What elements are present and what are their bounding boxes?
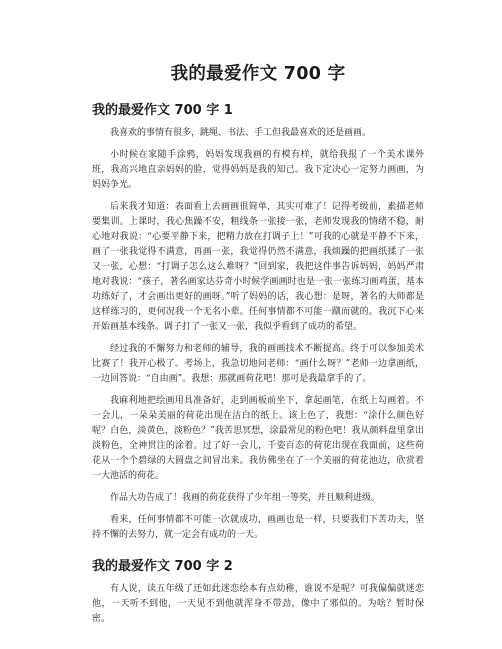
paragraph: 小时候在家随手涂鸦，妈妈发现我画的有模有样，就给我报了一个美术课外班，我高兴地直亲妈妈的脸，觉得妈妈是我的知己。我下定决心一定努力画画，为妈妈争光。 xyxy=(92,150,424,190)
paragraph: 后来我才知道：表面看上去画画很简单，其实可难了！记得考级前，素描老师要集训。上课时，我心焦躁不安，粗线条一张接一张，老师发现我的情绪不稳，耐心地对我说：“心要平静下来，把精力放在打调子上！”可我的心就是平静不下来，画了一张我觉得不满意，再画一张，我觉得仍然不满意，我烦躁的把画纸揉了一张又一张，心想：“打调子怎么这么难呀？”回到家，我把这件事告诉妈妈，妈妈严肃地对我说：“孩子，著名画家达芬奇小时候学画画时也是一张一张练习画鸡蛋，基本功练好了，才会画出更好的画呀。”听了妈妈的话，我心想：是呀，著名的大师都是这样练习的，更何况我一个无名小辈。任何事情都不可能一蹴而就的。我沉下心来开始画基本线条。调子打了一张又一张，我似乎看到了成功的希望。 xyxy=(92,202,424,332)
section-1 xyxy=(92,101,424,543)
paragraph: 看来，任何事情都不可能一次就成功，画画也是一样，只要我们下苦功夫，坚持不懈的去努力，就一定会有成功的一天。 xyxy=(92,515,424,540)
section-heading: 我的最爱作文 700 字 1 xyxy=(92,103,233,118)
section-heading: 我的最爱作文 700 字 2 xyxy=(92,559,233,574)
paragraph: 我喜欢的事情有很多，跳绳、书法、手工但我最喜欢的还是画画。 xyxy=(110,128,372,138)
paragraph: 我麻利地把绘画用具准备好，走到画板前坐下，拿起画笔，在纸上勾画着。不一会儿，一朵朵美丽的荷花出现在洁白的纸上。该上色了，我想：“涂什么颜色好呢？白色，淡黄色，淡粉色？”我苦思冥想，涂最常见的粉色吧！我从颜料盘里拿出淡粉色，全神贯注的涂着。过了好一会儿，千姿百态的荷花出现在我面前，这些荷花从一个个碧绿的大圆盘之间冒出来。我仿佛坐在了一个美丽的荷花池边，欣赏着一大池活的荷花。 xyxy=(92,396,424,481)
document-title: 我的最爱作文 700 字 xyxy=(170,64,346,84)
paragraph: 有人说，读五年级了还如此迷恋绘本有点幼稚，谁说不是呢？可我偏偏就迷恋他，一天听不到他，一天见不到他就浑身不带劲，像中了邪似的。为啥？暂时保密。 xyxy=(92,584,424,624)
paragraph: 经过我的不懈努力和老师的辅导，我的画画技术不断提高。终于可以参加美术比赛了！我开心极了。考场上，我急切地问老师：“画什么呀？”老师一边拿画纸，一边回答说：“自由画”。我想：那就画荷花吧！那可是我最拿手的了。 xyxy=(92,344,424,384)
paragraph: 作品大功告成了！我画的荷花获得了少年组一等奖，并且顺利进级。 xyxy=(110,493,381,503)
section-2 xyxy=(92,557,424,627)
